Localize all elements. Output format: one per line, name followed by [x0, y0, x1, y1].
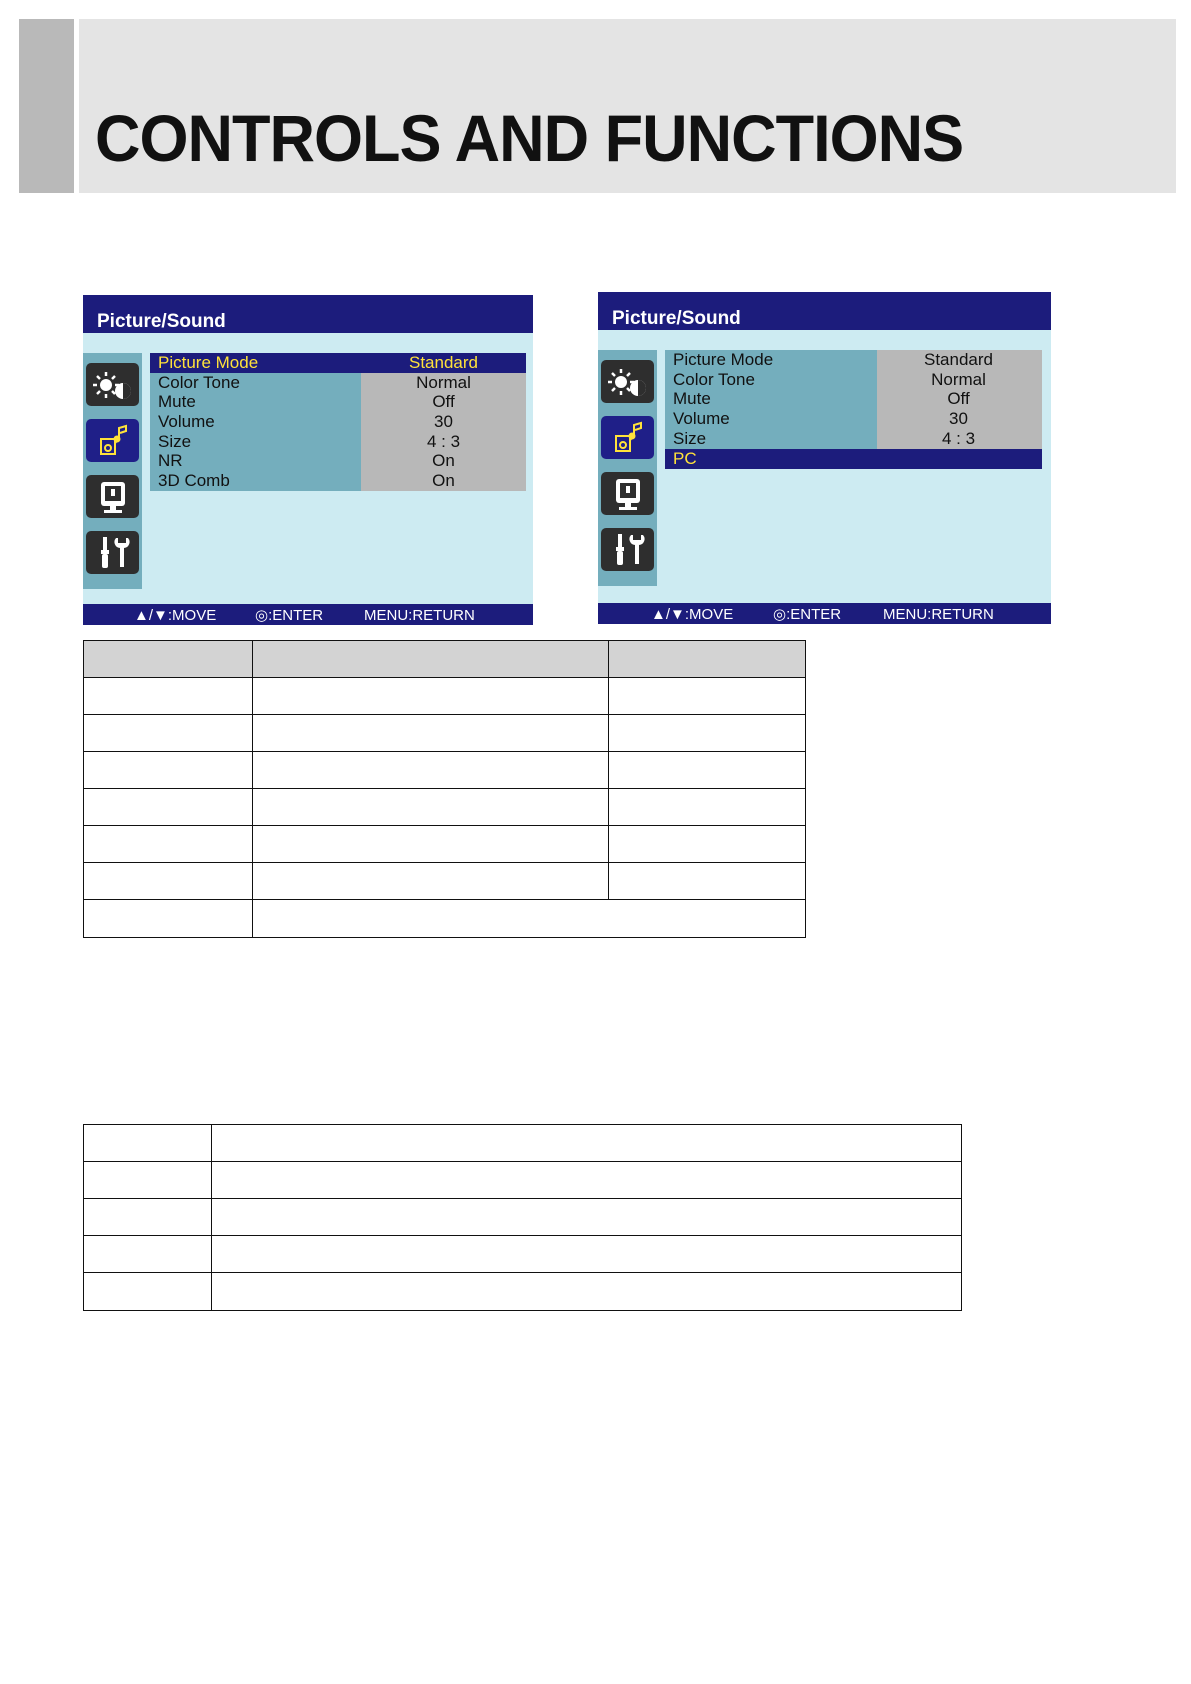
table-cell: [609, 863, 806, 900]
osd-item-volume[interactable]: Volume 30: [158, 412, 453, 432]
sound-icon[interactable]: [601, 416, 654, 459]
footer-enter-hint: ◎:ENTER: [255, 607, 324, 624]
settings-table-upper: [83, 640, 806, 938]
table-header-cell: [609, 641, 806, 678]
osd-item-mute[interactable]: Mute Off: [158, 392, 455, 412]
table-cell: [252, 863, 609, 900]
osd-menu-right: [598, 292, 1051, 624]
table-cell: [84, 678, 253, 715]
table-cell: [84, 1162, 212, 1199]
osd-item-list: [150, 353, 526, 491]
table-row: [84, 715, 806, 752]
table-row: [84, 1125, 962, 1162]
footer-return-hint: MENU:RETURN: [883, 606, 994, 623]
page-title: CONTROLS AND FUNCTIONS: [95, 102, 964, 176]
osd-item-nr[interactable]: NR On: [158, 451, 455, 471]
table-row: [84, 1199, 962, 1236]
table-cell: [609, 789, 806, 826]
setup-icon[interactable]: [601, 528, 654, 571]
table-cell: [252, 826, 609, 863]
table-cell: [84, 1125, 212, 1162]
table-cell: [211, 1273, 961, 1311]
setup-icon[interactable]: [86, 531, 139, 574]
table-header-row: [84, 641, 806, 678]
osd-icon-column: [83, 353, 142, 589]
table-row: [84, 678, 806, 715]
osd-menu-left: [83, 295, 533, 625]
table-cell: [609, 752, 806, 789]
table-cell: [84, 900, 253, 938]
osd-footer: [83, 604, 533, 625]
table-cell: [84, 715, 253, 752]
table-cell: [252, 715, 609, 752]
table-row: [84, 1162, 962, 1199]
footer-move-hint: ▲/▼:MOVE: [651, 606, 734, 623]
osd-footer: [598, 603, 1051, 624]
table-row: [84, 752, 806, 789]
osd-item-3d-comb[interactable]: 3D Comb On: [158, 471, 455, 491]
table-row: [84, 789, 806, 826]
screen-icon[interactable]: [86, 475, 139, 518]
table-cell: [252, 789, 609, 826]
picture-icon[interactable]: [86, 363, 139, 406]
sound-icon[interactable]: [86, 419, 139, 462]
osd-item-picture-mode[interactable]: Picture Mode Standard: [150, 353, 526, 373]
table-cell: [252, 752, 609, 789]
footer-return-hint: MENU:RETURN: [364, 607, 475, 624]
table-row: [84, 826, 806, 863]
osd-icon-column: [598, 350, 657, 586]
table-row: [84, 900, 806, 938]
table-header-cell: [252, 641, 609, 678]
osd-item-color-tone[interactable]: Color Tone Normal: [158, 372, 471, 392]
table-cell: [211, 1125, 961, 1162]
osd-item-mute[interactable]: Mute Off: [673, 389, 970, 409]
table-row: [84, 1236, 962, 1273]
osd-item-size[interactable]: Size 4 : 3: [673, 428, 976, 448]
osd-item-volume[interactable]: Volume 30: [673, 409, 968, 429]
table-row: [84, 1273, 962, 1311]
table-row: [84, 863, 806, 900]
screen-icon[interactable]: [601, 472, 654, 515]
table-header-cell: [84, 641, 253, 678]
osd-item-size[interactable]: Size 4 : 3: [158, 431, 461, 451]
table-cell: [84, 752, 253, 789]
picture-icon[interactable]: [601, 360, 654, 403]
table-cell: [84, 1236, 212, 1273]
table-cell: [252, 900, 805, 938]
table-cell: [609, 678, 806, 715]
osd-title: Picture/Sound: [83, 295, 533, 333]
footer-enter-hint: ◎:ENTER: [773, 606, 842, 623]
table-cell: [609, 715, 806, 752]
table-cell: [84, 826, 253, 863]
osd-item-color-tone[interactable]: Color Tone Normal: [673, 369, 986, 389]
table-cell: [211, 1162, 961, 1199]
table-cell: [84, 1199, 212, 1236]
osd-item-list: [665, 350, 1042, 449]
table-cell: [211, 1199, 961, 1236]
table-cell: [84, 1273, 212, 1311]
table-cell: [84, 789, 253, 826]
osd-item-pc[interactable]: PC: [665, 449, 1042, 469]
osd-item-picture-mode[interactable]: Picture Mode Standard: [673, 350, 993, 369]
table-cell: [609, 826, 806, 863]
table-cell: [84, 863, 253, 900]
table-cell: [252, 678, 609, 715]
footer-move-hint: ▲/▼:MOVE: [134, 607, 217, 624]
table-cell: [211, 1236, 961, 1273]
settings-table-lower: [83, 1124, 962, 1311]
header-accent-tab: [19, 19, 74, 193]
osd-title: Picture/Sound: [598, 292, 1051, 330]
